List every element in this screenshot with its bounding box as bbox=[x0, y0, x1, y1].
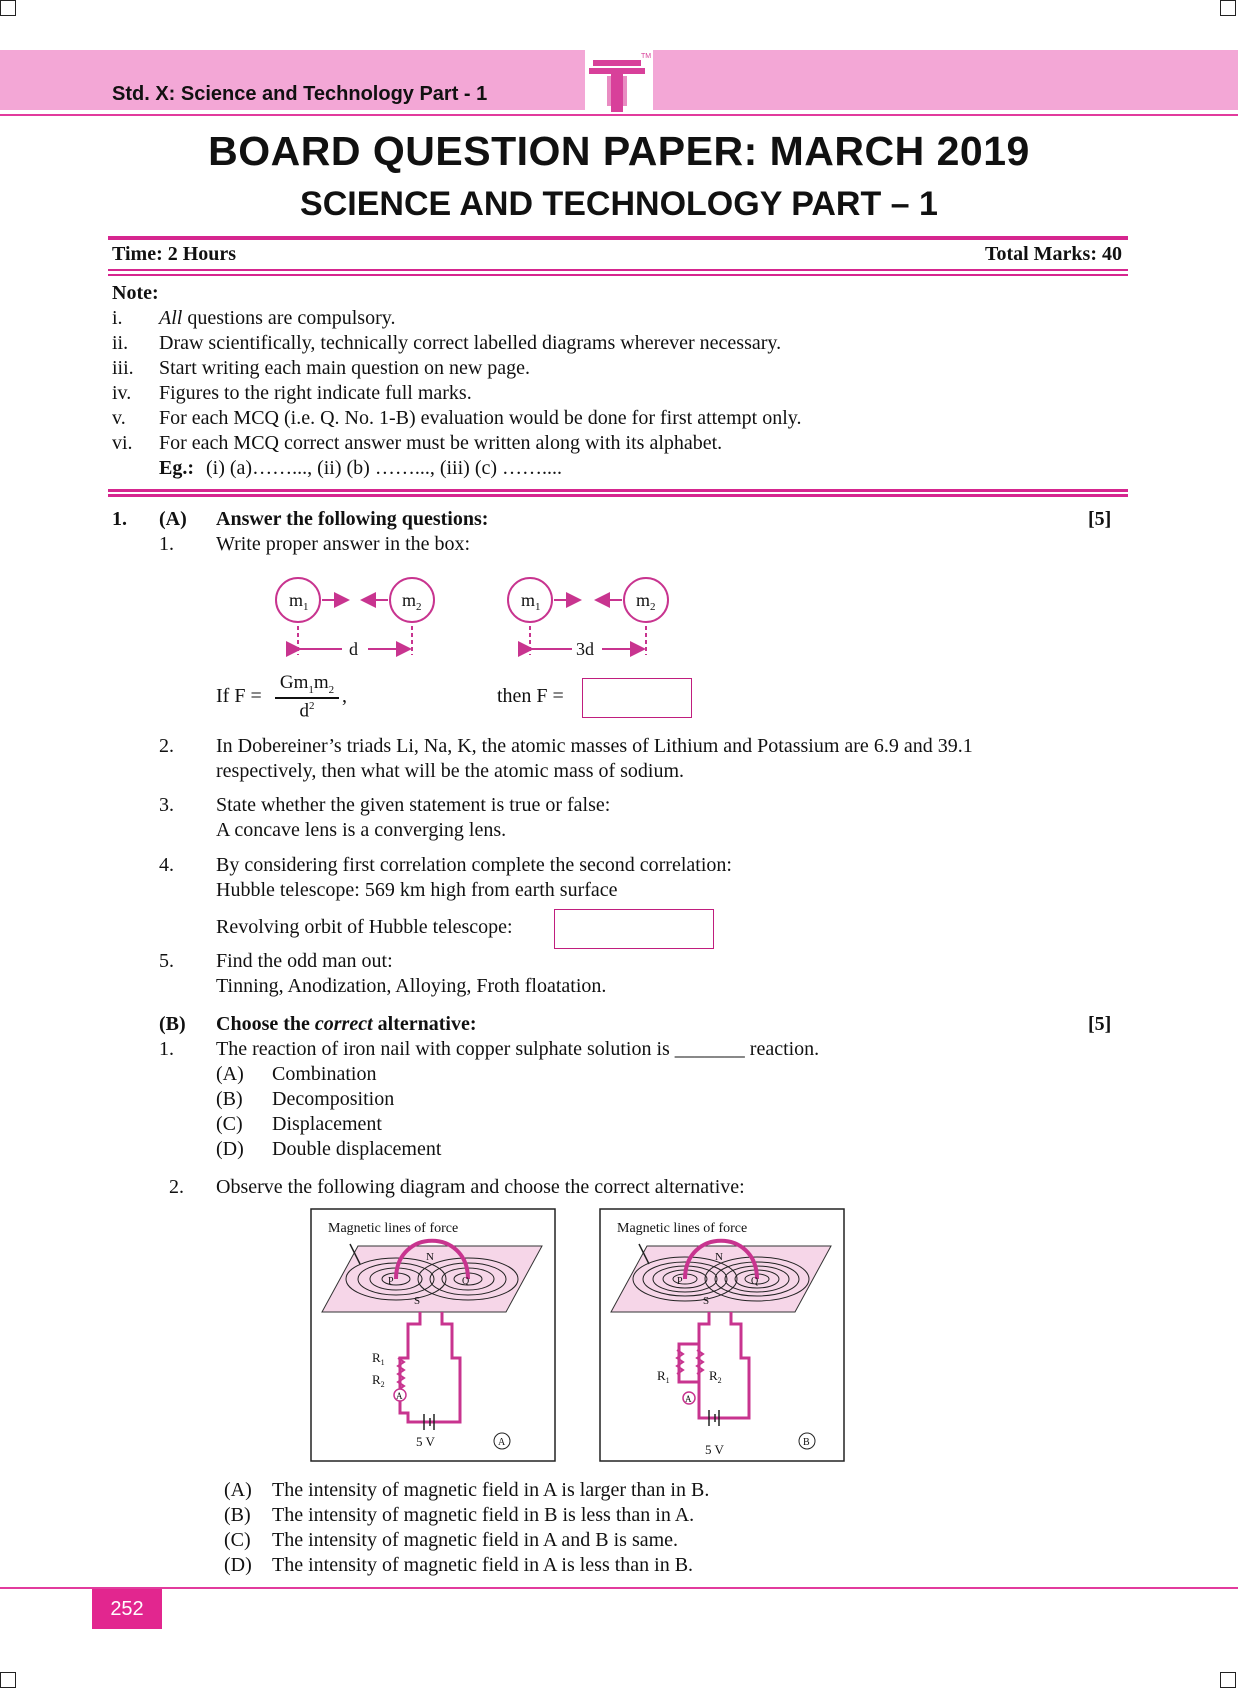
part-a-marks: [5] bbox=[1088, 508, 1112, 530]
qa4-line2: Hubble telescope: 569 km high from earth surface bbox=[216, 879, 618, 901]
footer-line bbox=[0, 1587, 1238, 1589]
fig-b-r2-sub: 2 bbox=[717, 1376, 722, 1385]
formula-denominator bbox=[272, 700, 342, 722]
m2b-label: m bbox=[636, 590, 651, 610]
formula-numerator bbox=[272, 672, 342, 696]
qb2-option-text: The intensity of magnetic field in B is less than in A. bbox=[272, 1504, 695, 1526]
num-sub1: 1 bbox=[308, 683, 314, 696]
rule-top bbox=[108, 236, 1128, 240]
qa3-num: 3. bbox=[159, 794, 174, 816]
distance-d: d bbox=[349, 639, 358, 659]
note-num: ii. bbox=[112, 332, 129, 354]
qb1-option-label: (A) bbox=[216, 1063, 244, 1085]
part-b-title bbox=[216, 1012, 477, 1036]
note-num: vi. bbox=[112, 432, 133, 454]
qa3-line1: State whether the given statement is true or false: bbox=[216, 794, 611, 816]
svg-text:m1 bbox=[289, 590, 309, 613]
m2-label: m bbox=[402, 590, 417, 610]
note-num: v. bbox=[112, 407, 126, 429]
time-label: Time: 2 Hours bbox=[112, 243, 237, 265]
rule-notes-1 bbox=[108, 489, 1128, 492]
qa2-num: 2. bbox=[159, 735, 174, 757]
num-g: Gm bbox=[279, 672, 309, 693]
fig-b-p: P bbox=[677, 1276, 683, 1287]
crop-mark-top-right bbox=[1220, 0, 1236, 16]
fig-a-tag: A bbox=[498, 1437, 506, 1448]
qb2-option-label: (C) bbox=[224, 1529, 251, 1551]
svg-text:m1 bbox=[521, 590, 541, 613]
qa3-line2: A concave lens is a converging lens. bbox=[216, 819, 507, 841]
paper-title: BOARD QUESTION PAPER: MARCH 2019 bbox=[208, 128, 1030, 174]
fig-a-ammeter: A bbox=[396, 1391, 403, 1401]
qa5-line1: Find the odd man out: bbox=[216, 950, 393, 972]
fig-b-south: S bbox=[703, 1295, 710, 1307]
note-text bbox=[159, 306, 395, 330]
qa4-line3: Revolving orbit of Hubble telescope: bbox=[216, 916, 513, 938]
distance-3d: 3d bbox=[576, 639, 594, 659]
part-b-title-post: alternative: bbox=[372, 1013, 477, 1035]
qb2-option-label: (D) bbox=[224, 1554, 252, 1576]
qb2-text: Observe the following diagram and choose the correct alternative: bbox=[216, 1176, 745, 1198]
note-heading: Note: bbox=[112, 282, 159, 304]
qb1-option-text: Double displacement bbox=[272, 1138, 442, 1160]
note-text: Start writing each main question on new page. bbox=[159, 357, 531, 379]
fig-b-caption: Magnetic lines of force bbox=[617, 1221, 748, 1236]
qb1-option-label: (D) bbox=[216, 1138, 244, 1160]
fig-b-voltage: 5 V bbox=[705, 1442, 724, 1457]
fig-a-r2: R bbox=[372, 1372, 381, 1387]
qb1-num: 1. bbox=[159, 1038, 174, 1060]
gravitation-diagram bbox=[260, 570, 700, 670]
answer-box-orbit[interactable] bbox=[554, 909, 714, 949]
qa4-line1: By considering first correlation complete the second correlation: bbox=[216, 854, 732, 876]
paper-subtitle: SCIENCE AND TECHNOLOGY PART – 1 bbox=[300, 185, 938, 223]
example-text: (i) (a)……..., (ii) (b) ……..., (iii) (c) …….... bbox=[206, 457, 563, 479]
qa2-line1: In Dobereiner’s triads Li, Na, K, the atomic masses of Lithium and Potassium are 6.9 and 39.1 bbox=[216, 735, 973, 757]
book-title: Std. X: Science and Technology Part - 1 bbox=[112, 83, 488, 105]
qb1-option-label: (C) bbox=[216, 1113, 243, 1135]
note-emphasis: All bbox=[159, 307, 183, 329]
note-num: iv. bbox=[112, 382, 132, 404]
fig-b-ammeter: A bbox=[685, 1394, 692, 1404]
den-d: d bbox=[299, 700, 309, 722]
magnetic-figure-b bbox=[599, 1208, 845, 1462]
crop-mark-bottom-left bbox=[0, 1672, 16, 1688]
page-number: 252 bbox=[92, 1589, 162, 1629]
qa5-num: 5. bbox=[159, 950, 174, 972]
part-b-label: (B) bbox=[159, 1013, 186, 1035]
m1b-label: m bbox=[521, 590, 536, 610]
note-text: Draw scientifically, technically correct labelled diagrams wherever necessary. bbox=[159, 332, 782, 354]
m2-sub: 2 bbox=[416, 601, 422, 613]
qb2-option-label: (B) bbox=[224, 1504, 251, 1526]
qb2-option-text: The intensity of magnetic field in A is larger than in B. bbox=[272, 1479, 710, 1501]
crop-mark-bottom-right bbox=[1220, 1672, 1236, 1688]
den-sup: 2 bbox=[309, 700, 315, 712]
target-logo-icon bbox=[585, 48, 653, 114]
crop-mark-top-left bbox=[0, 0, 16, 16]
fig-a-r1-sub: 1 bbox=[380, 1358, 385, 1367]
qa1-num: 1. bbox=[159, 533, 174, 555]
svg-text:TM: TM bbox=[641, 53, 652, 60]
question-number: 1. bbox=[112, 508, 127, 530]
svg-text:m2 bbox=[402, 590, 422, 613]
qa2-line2: respectively, then what will be the atomic mass of sodium. bbox=[216, 760, 685, 782]
fig-a-north: N bbox=[426, 1251, 434, 1263]
num-sub2: 2 bbox=[328, 683, 335, 696]
rule-mid-1 bbox=[108, 269, 1128, 271]
magnetic-figure-a bbox=[310, 1208, 556, 1462]
qb1-option-text: Decomposition bbox=[272, 1088, 395, 1110]
note-num: i. bbox=[112, 307, 123, 329]
qb2-option-label: (A) bbox=[224, 1479, 252, 1501]
fraction-bar bbox=[275, 697, 339, 699]
note-text: For each MCQ correct answer must be written along with its alphabet. bbox=[159, 432, 723, 454]
fig-a-caption: Magnetic lines of force bbox=[328, 1221, 459, 1236]
qb1-option-text: Displacement bbox=[272, 1113, 382, 1135]
qa5-line2: Tinning, Anodization, Alloying, Froth floatation. bbox=[216, 975, 607, 997]
rule-notes-2 bbox=[108, 494, 1128, 497]
m1-label: m bbox=[289, 590, 304, 610]
qb1-option-text: Combination bbox=[272, 1063, 377, 1085]
fig-b-r1-sub: 1 bbox=[665, 1376, 670, 1385]
qb2-option-text: The intensity of magnetic field in A is less than in B. bbox=[272, 1554, 694, 1576]
fig-a-south: S bbox=[414, 1295, 421, 1307]
note-text-rest: questions are compulsory. bbox=[182, 307, 396, 329]
part-a-title: Answer the following questions: bbox=[216, 508, 489, 530]
qb2-num: 2. bbox=[169, 1176, 184, 1198]
part-a-label: (A) bbox=[159, 508, 187, 530]
answer-box-force[interactable] bbox=[582, 678, 692, 718]
fig-b-q: Q bbox=[751, 1276, 759, 1287]
fig-a-q: Q bbox=[462, 1276, 470, 1287]
fig-b-tag: B bbox=[803, 1437, 810, 1448]
fig-a-voltage: 5 V bbox=[416, 1434, 435, 1449]
rule-mid-2 bbox=[108, 274, 1128, 276]
fig-b-north: N bbox=[715, 1251, 723, 1263]
part-b-marks: [5] bbox=[1088, 1013, 1112, 1035]
part-b-title-em: correct bbox=[314, 1013, 373, 1035]
qa4-num: 4. bbox=[159, 854, 174, 876]
fig-a-r2-sub: 2 bbox=[380, 1380, 385, 1389]
num-m: m bbox=[313, 672, 329, 693]
fig-a-p: P bbox=[388, 1276, 394, 1287]
example-label: Eg.: bbox=[159, 457, 194, 479]
fig-b-r1: R bbox=[657, 1368, 666, 1383]
note-text: Figures to the right indicate full marks. bbox=[159, 382, 472, 404]
header-underline bbox=[0, 114, 1238, 116]
total-marks-label: Total Marks: 40 bbox=[984, 243, 1122, 265]
then-label: then F = bbox=[497, 685, 564, 707]
m1b-sub: 1 bbox=[535, 601, 541, 613]
part-b-title-pre: Choose the bbox=[216, 1013, 315, 1035]
qb1-option-label: (B) bbox=[216, 1088, 243, 1110]
m1-sub: 1 bbox=[303, 601, 309, 613]
svg-text:m2 bbox=[636, 590, 656, 613]
publisher-logo bbox=[585, 48, 653, 114]
qb2-option-text: The intensity of magnetic field in A and B is same. bbox=[272, 1529, 679, 1551]
formula-comma: , bbox=[342, 685, 347, 707]
note-num: iii. bbox=[112, 357, 134, 379]
qa1-text: Write proper answer in the box: bbox=[216, 533, 471, 555]
fig-b-r2: R bbox=[709, 1368, 718, 1383]
fig-a-r1: R bbox=[372, 1350, 381, 1365]
if-label: If F = bbox=[216, 685, 262, 707]
note-text: For each MCQ (i.e. Q. No. 1-B) evaluation would be done for first attempt only. bbox=[159, 407, 802, 429]
qb1-text: The reaction of iron nail with copper sulphate solution is _______ reaction. bbox=[216, 1038, 820, 1060]
m2b-sub: 2 bbox=[650, 601, 656, 613]
